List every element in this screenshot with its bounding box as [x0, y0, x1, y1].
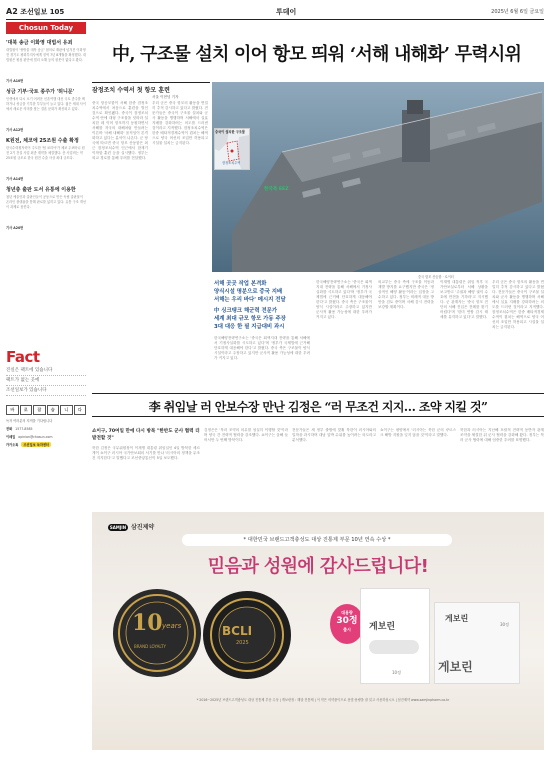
photo-caption: 중국 항모 산둥함 · 로이터	[418, 275, 454, 279]
product-name-large: 게보린	[438, 660, 473, 674]
email-value: opinion@chosun.com	[18, 434, 53, 439]
emblem2-text: BCLI	[222, 624, 253, 638]
correction-boxes	[6, 405, 86, 415]
dose-label-10: 10정	[392, 670, 401, 675]
today-item[interactable]	[6, 89, 86, 132]
brand-name: 삼진제약	[131, 524, 155, 531]
subhead-line: 서해는 우리 바다' 메시지 전달	[214, 297, 286, 303]
fact-logo: Fact	[6, 348, 40, 366]
today-item-body: 대법원이 '쌍방울 대북 송금' 혐의로 재판에 넘겨진 이화영 전 경기도 평화부지사에게 징역 7년 8개월을 확정했다. 대법원은 원심 판단에 법리 오해 등의 잘못이 없다고 봤다.	[6, 48, 86, 62]
second-story-column-5: 북한과 러시아는 지난해 포괄적 전략적 동반자 관계 조약을 체결한 뒤 군사 협력을 강화해 왔다. 정부는 북러 군사 협력에 대해 엄중한 우려를 표명했다.	[460, 428, 544, 442]
page-number: A2 조선일보 105	[6, 7, 65, 16]
today-item-title: 청년층 출판 도서 유통에 이용한	[6, 187, 76, 193]
fact-line: 조선일보가 있습니다	[6, 386, 86, 396]
emblem-years-number: 10	[132, 610, 163, 636]
correction-char: 잡	[33, 405, 46, 415]
badge-main: 30정	[336, 616, 358, 626]
badge-top: 대용량	[341, 610, 353, 615]
article-byline: 서울 이현녕 기자	[152, 95, 179, 99]
article-column-7: 우리 군은 중국 항모의 활동을 면밀히 추적 감시하고 있다고 밝혔다. 전문가들은 중국이 구조물 설치와 군사 활동을 병행하며 서해에서 실효 지배를 강화하려는 의도를 드러낸 것이라고 지적했다. 잠정조치수역은 한중 배타적경제수역이 겹치는 해역으로 양국 어선의 조업만 허용되고 시설물 설치는 금지된다.	[492, 280, 544, 329]
article-column-2: 우리 군은 중국 항모의 활동을 면밀히 추적 감시하고 있다고 밝혔다. 전문가들은 중국이 구조물 설치와 군사 활동을 병행하며 서해에서 실효 지배를 강화하려는 의도를 드러낸 것이라고 지적했다. 잠정조치수역은 한중 배타적경제수역이 겹치는 해역으로 양국 어선의 조업만 허용되고 시설물 설치는 금지된다.	[152, 101, 208, 145]
issue-date: 2025년 6월 6일 금요일	[491, 9, 544, 15]
today-item-body: 한국수력원자력이 주도한 '팀 코리아'가 체코 두코바니 원전 2기 건설 사업 최종 계약을 체결했다. 총 사업비는 약 25조원 규모로 한국 원전 수출 사상 최대 규모다.	[6, 146, 85, 160]
today-item-title: K원전, 체코에 25조원 수출 확정	[6, 138, 79, 144]
pill-blister	[369, 640, 419, 654]
phone-value: 1577-8585	[15, 426, 33, 431]
correction-char: 니	[60, 405, 73, 415]
fact-line: 팩트가 없는 곳에	[6, 376, 86, 386]
today-item[interactable]	[6, 138, 86, 181]
second-story-band	[92, 393, 544, 417]
chosun-today-column	[6, 22, 86, 382]
brand-mark: SAMJIN	[109, 525, 127, 530]
kakao-label: 카카오톡	[6, 443, 19, 447]
carrier-illustration	[212, 82, 544, 272]
article-column-5: 외교부는 중국 측에 구조물 이동과 재발 방지를 요구했지만 중국은 '정상적인 해양 활동'이라는 입장을 고수하고 있다. 정부는 비례적 대응 방안을 검토 중이며 서해 감시 전력을 보강할 계획이다.	[378, 280, 434, 309]
badge-bottom: 출시	[343, 627, 351, 632]
correction-char: 바	[6, 405, 19, 415]
article-subheads	[214, 280, 310, 331]
ad-headline: 믿음과 성원에 감사드립니다!	[207, 556, 429, 577]
today-item-ref: 기사 A14면	[6, 177, 24, 181]
emblem-brand-text: BRAND LOYALTY	[134, 644, 166, 649]
chosun-today-title: Chosun Today	[6, 22, 86, 34]
fact-box	[6, 348, 86, 396]
second-story-subhead: 쇼이구, 70여일 만에 다시 방북 "한반도 군사 협력 더 발전할 것"	[92, 429, 200, 441]
emblem-years-text: years	[162, 622, 182, 630]
carrier-photo	[212, 82, 544, 272]
contact-row[interactable]	[6, 434, 86, 439]
today-item[interactable]	[6, 187, 86, 230]
fact-line: 진실은 팩트에 있습니다	[6, 366, 86, 376]
main-headline[interactable]: 中, 구조물 설치 이어 항모 띄워 ‘서해 내해화’ 무력시위	[112, 44, 522, 65]
second-story-column-1: 북한 김정은 국무위원장이 이재명 대통령 취임일인 4일 방북한 세르게이 쇼이구 러시아 국가안보회의 서기를 만나 '러시아의 정책을 무조건 지지한다'고 말했다고 조선중앙통신이 5일 보도했다.	[92, 446, 200, 460]
second-story-column-4: 쇼이구는 평양에서 '러시아는 북한 군의 쿠르스크 해방 지원을 잊지 않을 것'이라고 말했다.	[380, 428, 456, 437]
article-column-1: 중국 항공모함이 서해 한중 잠정조치수역에서 처음으로 훈련을 벌인 것으로 확인됐다. 중국이 잠정조치수역 안에 대형 구조물을 잇따라 설치한 데 이어 항모까지 동원하면서 서해를 자국의 내해처럼 만들려는 이른바 '서해 내해화' 움직임이 본격화하고 있다는 분석이 나온다. 군 당국에 따르면 중국 항모 산둥함은 최근 잠정조치수역 인근에서 함재기 이착함 훈련 등을 실시했다. 정부는 외교 경로를 통해 우려를 전달했다.	[92, 101, 148, 160]
map-eez-label: 한국측 EEZ	[264, 187, 289, 192]
contact-row[interactable]	[6, 426, 86, 431]
subhead-line: 中 싱크탱크 해군력 전문가	[214, 308, 278, 314]
subhead-line: 3대 대응 한 필 지급대비 과시	[214, 324, 285, 330]
today-item-ref: 기사 A10면	[6, 79, 24, 83]
product-box2-name: 게보린	[445, 614, 469, 623]
second-story-column-2: 김정은은 '북러 조약의 의무를 성실히 이행할 것'이라며 양국 간 전략적 협력을 강조했다. 쇼이구는 올해 들어서만 두 번째 방북이다.	[204, 428, 288, 442]
page-header	[6, 6, 544, 20]
today-item-ref: 기사 A12면	[6, 128, 24, 132]
correction-char: 습	[47, 405, 60, 415]
subhead-line: 세계 최대 규모 항모 가동 주장	[214, 316, 286, 322]
today-item-title: '대북 송금 이화영 대법서 유죄	[6, 40, 73, 46]
large-pack-badge	[330, 604, 364, 644]
today-item-ref: 기사 A20면	[6, 226, 24, 230]
today-item-title: 성금 기부·국토 종주가 '허니문'	[6, 89, 75, 95]
correction-char: 로	[20, 405, 33, 415]
phone-label: 전화	[6, 427, 13, 431]
dose-label-30: 30정	[500, 622, 509, 627]
samjin-advertisement[interactable]	[92, 512, 544, 750]
article-column-6: 이재명 대통령은 취임 직후 국가안보실로부터 서해 상황을 보고받고 '주권과 해양 권익 수호에 만전을 기하라'고 지시했다. 군 관계자는 '중국 항모 전단의 서해 진입은 전례를 찾기 어렵다'며 '한미 연합 감시 태세를 유지하고 있다'고 말했다.	[440, 280, 488, 319]
reader-contact	[6, 405, 86, 447]
subhead-line: 양식시설 명분으로 중국 지배	[214, 289, 283, 295]
section-name: 투데이	[276, 8, 297, 16]
product-box-name: 게보린	[369, 622, 396, 632]
emblem2-year: 2025	[236, 640, 249, 646]
article-column-3: 한국해양전략연구소는 '중국은 회색지대 전략을 통해 서해에서 기정사실화를 시도하고 있다'며 '정부가 국제법에 근거해 단호하게 대응해야 한다'고 밝혔다. 중국 측은 구조물이 양식 시설이라고 주장하고 있지만 군사적 활용 가능성에 대한 우려가 커지고 있다.	[214, 336, 310, 360]
email-label: 이메일	[6, 435, 16, 439]
article-kicker: 잠정조치 수역서 첫 항모 훈련	[92, 82, 210, 94]
article-column-4: 한국해양전략연구소는 '중국은 회색지대 전략을 통해 서해에서 기정사실화를 시도하고 있다'며 '정부가 국제법에 근거해 단호하게 대응해야 한다'고 밝혔다. 중국 측은 구조물이 양식 시설이라고 주장하고 있지만 군사적 활용 가능성에 대한 우려가 커지고 있다.	[316, 280, 372, 319]
ad-award-line: * 대한민국 브랜드고객충성도 대상 진통제 부문 10년 연속 수상 *	[182, 534, 452, 546]
second-story-column-3: 전문가들은 새 정부 출범에 맞춰 북한이 러시아와의 밀착을 과시하며 대남 압박 수위를 높이려는 의도라고 분석했다.	[292, 428, 376, 442]
ad-brand	[108, 522, 154, 531]
today-item-body: 청년 예술인과 출판인들이 공동으로 만든 독립 출판물이 온라인 플랫폼을 통해 판로를 넓히고 있다. 유통 구조 개선이 과제로 꼽힌다.	[6, 195, 86, 209]
ad-fine-print: * 2016~2025년 브랜드고객충성도 대상 진통제 부문 수상 | 게보린정 : 해열·진통제 | 이 약은 의약품이므로 용법·용량을 잘 읽고 사용하십시오 | 삼진제약 www.samjinpharm.co.kr	[196, 698, 450, 702]
contact-row[interactable]	[6, 442, 86, 447]
today-item[interactable]	[6, 40, 86, 83]
subhead-line: 서해 곳곳 작업 본격화	[214, 281, 267, 287]
contact-note: 독자 여러분의 지적을 기다립니다	[6, 419, 53, 423]
second-story-headline[interactable]: 李 취임날 러 안보수장 만난 김정은 “러 무조건 지지… 조약 지킬 것”	[148, 400, 488, 414]
kakao-value: 조선일보 독자센터	[23, 443, 50, 447]
correction-char: 다	[74, 405, 87, 415]
map-label: 중국이 설치한 구조물	[215, 130, 245, 134]
today-item-body: 인생에서 다시 오기 어려운 신혼여행 대신 국토 종주를 택하거나 성금을 기부한 부부들이 늘고 있다. 젊은 세대 사이에서 새로운 의미를 찾는 결혼 문화가 확산되고 있다.	[6, 97, 86, 111]
map-zone-label: 잠정조치수역	[222, 161, 241, 165]
